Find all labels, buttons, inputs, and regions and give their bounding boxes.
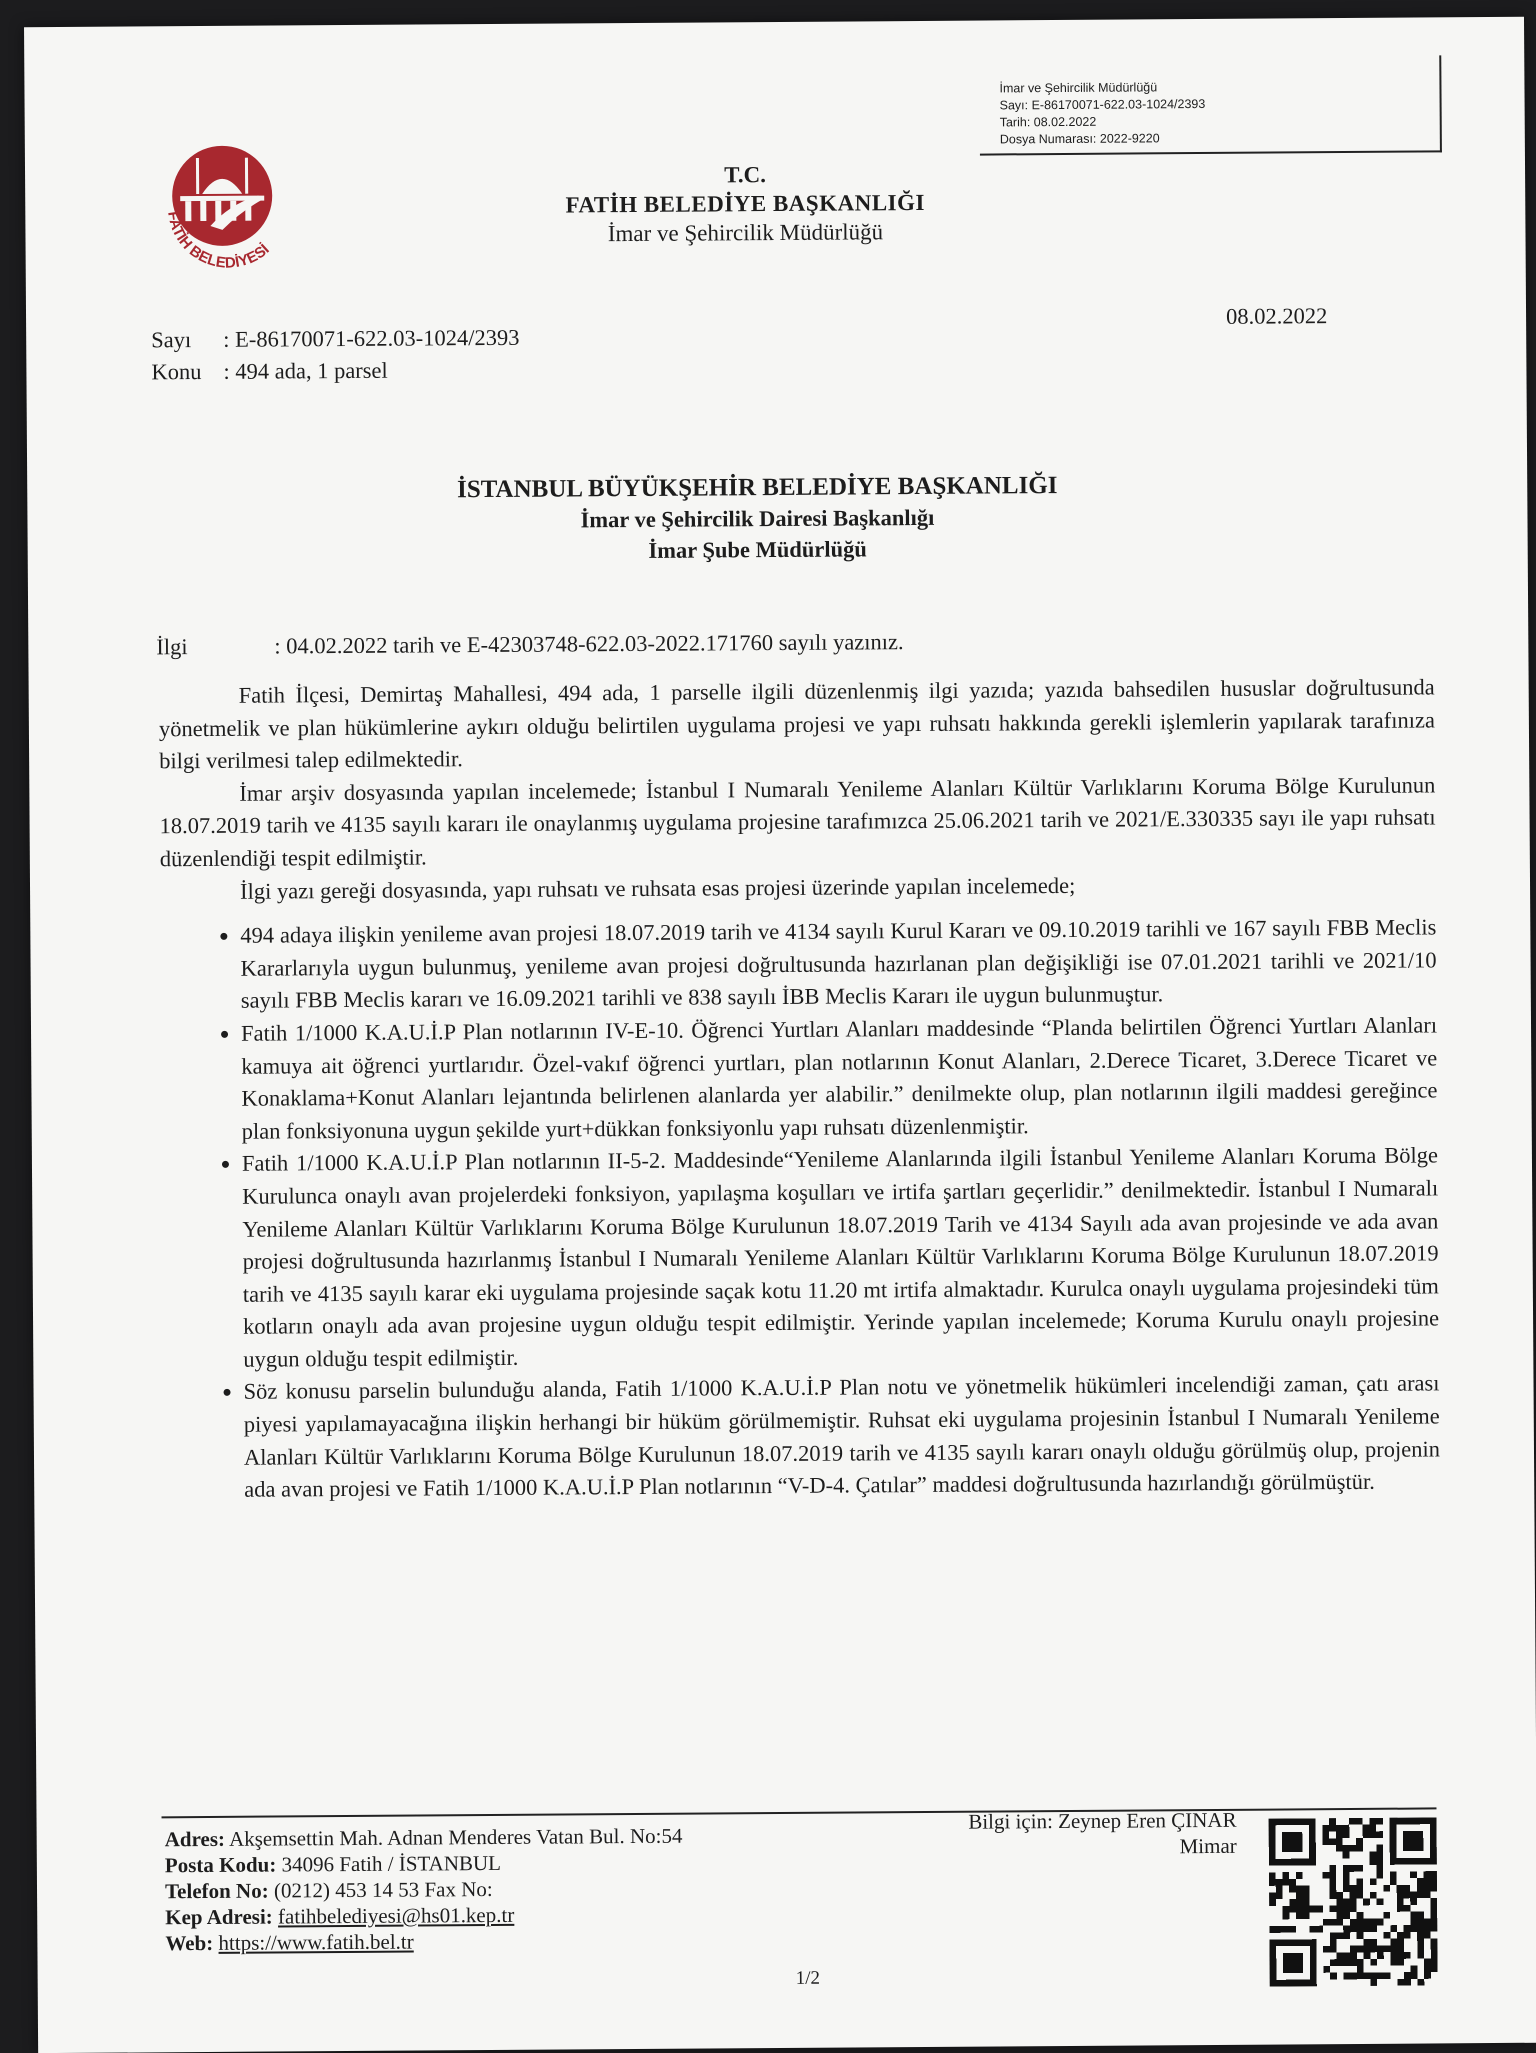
issuer-header: [465, 158, 1026, 249]
kep-label: Kep Adresi:: [165, 1904, 273, 1930]
qr-code-icon: [1269, 1817, 1438, 1986]
contact-title: Mimar: [1179, 1833, 1237, 1859]
konu-value: : 494 ada, 1 parsel: [223, 357, 388, 384]
findings-list: [160, 912, 1440, 1508]
adres-label: Adres:: [164, 1826, 226, 1852]
stamp-file-number: Dosya Numarası: 2022-9220: [999, 131, 1160, 147]
document-meta: [151, 322, 520, 389]
footer-divider: [162, 1807, 1437, 1818]
letter-body: [159, 671, 1441, 1507]
sayi-label: Sayı: [151, 327, 192, 353]
document-page: [24, 17, 1536, 2053]
web-label: Web:: [165, 1930, 214, 1956]
telefon-label: Telefon No:: [164, 1878, 269, 1904]
ilgi-value: : 04.02.2022 tarih ve E-42303748-622.03-2022.171760 sayılı yazınız.: [274, 629, 904, 659]
contact-person: [906, 1807, 1236, 1861]
page-number: 1/2: [795, 1967, 821, 1989]
ilgi-label: İlgi: [156, 634, 188, 660]
header-department: İmar ve Şehircilik Müdürlüğü: [607, 219, 884, 247]
recipient-line-1: İSTANBUL BÜYÜKŞEHİR BELEDİYE BAŞKANLIĞI: [456, 472, 1058, 504]
finding-item-3: • Fatih 1/1000 K.A.U.İ.P Plan notlarının II-5-2. Maddesinde“Yenileme Alanlarında ilgili İstanbul Yenileme Alanları Koruma Bölge Kurulunca onaylı avan projelerdeki fonksiyon, yapılaşma koşulları ve irtifa şartları geçerlidir.” denilmektedir. İstanbul I Numaralı Yenileme Alanları Kültür Varlıklarını Koruma Bölge Kurulunun 18.07.2019 Tarih ve 4134 Sayılı ada avan projesinde ve ada avan projesi doğrultusunda hazırlanmış İstanbul I Numaralı Yenileme Alanları Kültür Varlıklarını Koruma Bölge Kurulunun 18.07.2019 tarih ve 4135 sayılı karar eki uygulama projesinde saçak kotu 11.20 mt irtifa almaktadır. Kurulca onaylı uygulama projesindeki tüm kotların onaylı ada avan projesine uygun olduğu tespit edilmiştir. Yerinde yapılan incelemede; Koruma Kurulu onaylı projesine uygun olduğu tespit edilmiştir.: [242, 1140, 1440, 1377]
recipient-line-3: İmar Şube Müdürlüğü: [648, 536, 867, 563]
document-date: 08.02.2022: [1225, 303, 1328, 329]
logo-text: FATİH BELEDİYESİ: [164, 210, 273, 272]
contact-name: Bilgi için: Zeynep Eren ÇINAR: [968, 1807, 1237, 1834]
kep-link[interactable]: fatihbelediyesi@hs01.kep.tr: [277, 1902, 515, 1929]
posta-value: 34096 Fatih / İSTANBUL: [281, 1850, 502, 1877]
paragraph-3: İlgi yazı gereği dosyasında, yapı ruhsatı ve ruhsata esas projesi üzerinde yapılan incelemede;: [239, 872, 1076, 904]
konu-label: Konu: [151, 359, 202, 385]
recipient-line-2: İmar ve Şehircilik Dairesi Başkanlığı: [580, 504, 935, 533]
header-organization: FATİH BELEDİYE BAŞKANLIĞI: [565, 189, 925, 218]
footer-address-block: [165, 1823, 684, 1957]
header-tc: T.C.: [724, 162, 767, 188]
stamp-department: İmar ve Şehircilik Müdürlüğü: [999, 80, 1158, 96]
finding-item-2: • Fatih 1/1000 K.A.U.İ.P Plan notlarının IV-E-10. Öğrenci Yurtları Alanları maddesinde “Planda belirtilen Öğrenci Yurtları Alanları kamuya ait öğrenci yurtlarıdır. Özel-vakıf öğrenci yurtları, plan notlarının Konut Alanları, 2.Derece Ticaret, 3.Derece Ticaret ve Konaklama+Konut Alanları lejantında belirlenen alanlarda yer alabilir.” denilmekte olup, plan notlarının ilgili maddesi gereğince plan fonksiyonuna uygun şekilde yurt+dükkan fonksiyonlu yapı ruhsatı düzenlenmiştir.: [241, 1009, 1438, 1148]
telefon-value: (0212) 453 14 53 Fax No:: [273, 1877, 493, 1903]
recipient-block: [307, 469, 1208, 568]
posta-label: Posta Kodu:: [164, 1852, 277, 1878]
electronic-stamp: [979, 55, 1442, 155]
finding-item-4: • Söz konusu parselin bulunduğu alanda, Fatih 1/1000 K.A.U.İ.P Plan notu ve yönetmelik hükümleri incelendiği zaman, çatı arası piyesi yapılamayacağına ilişkin herhangi bir hüküm görülmemiştir. Ruhsat eki uygulama projesinin İstanbul I Numaralı Yenileme Alanları Kültür Varlıklarını Koruma Bölge Kurulunun 18.07.2019 tarih ve 4135 sayılı kararı onaylı olduğu görülmüş olup, projenin ada avan projesi ve Fatih 1/1000 K.A.U.İ.P Plan notlarının “V-D-4. Çatılar” maddesi doğrultusunda hazırlandığı görülmüştür.: [243, 1368, 1440, 1507]
web-link[interactable]: https://www.fatih.bel.tr: [218, 1929, 414, 1955]
paragraph-1: Fatih İlçesi, Demirtaş Mahallesi, 494 ada, 1 parselle ilgili düzenlenmiş ilgi yazıda; yazıda bahsedilen hususlar doğrultusunda yönetmelik ve plan hükümlerine aykırı olduğu belirtilen uygulama projesi ve yapı ruhsatı hakkında gerekli işlemlerin yapılarak tarafınıza bilgi verilmesi talep edilmektedir.: [158, 674, 1435, 774]
reference-line: [156, 625, 1456, 660]
fatih-belediyesi-logo: [150, 133, 301, 294]
finding-item-1: • 494 adaya ilişkin yenileme avan projesi 18.07.2019 tarih ve 4134 sayılı Kurul Kararı ve 09.10.2019 tarihli ve 167 sayılı FBB Meclis Kararlarıyla uygun bulunmuş, yenileme avan projesi doğrultusunda hazırlanan plan değişikliği ise 07.01.2021 tarihli ve 2021/10 sayılı FBB Meclis kararı ve 16.09.2021 tarihli ve 838 sayılı İBB Meclis Kararı ile uygun bulunmuştur.: [240, 912, 1437, 1018]
adres-value: Akşemsettin Mah. Adnan Menderes Vatan Bul. No:54: [228, 1823, 683, 1851]
stamp-number: Sayı: E-86170071-622.03-1024/2393: [999, 96, 1206, 113]
paragraph-2: İmar arşiv dosyasında yapılan incelemede; İstanbul I Numaralı Yenileme Alanları Kültür Varlıklarını Koruma Bölge Kurulunun 18.07.2019 tarih ve 4135 sayılı kararı ile onaylanmış uygulama projesine tarafımızca 25.06.2021 tarih ve 2021/E.330335 sayı ile yapı ruhsatı düzenlendiği tespit edilmiştir.: [159, 772, 1436, 872]
stamp-date: Tarih: 08.02.2022: [999, 114, 1097, 130]
sayi-value: : E-86170071-622.03-1024/2393: [223, 324, 520, 352]
